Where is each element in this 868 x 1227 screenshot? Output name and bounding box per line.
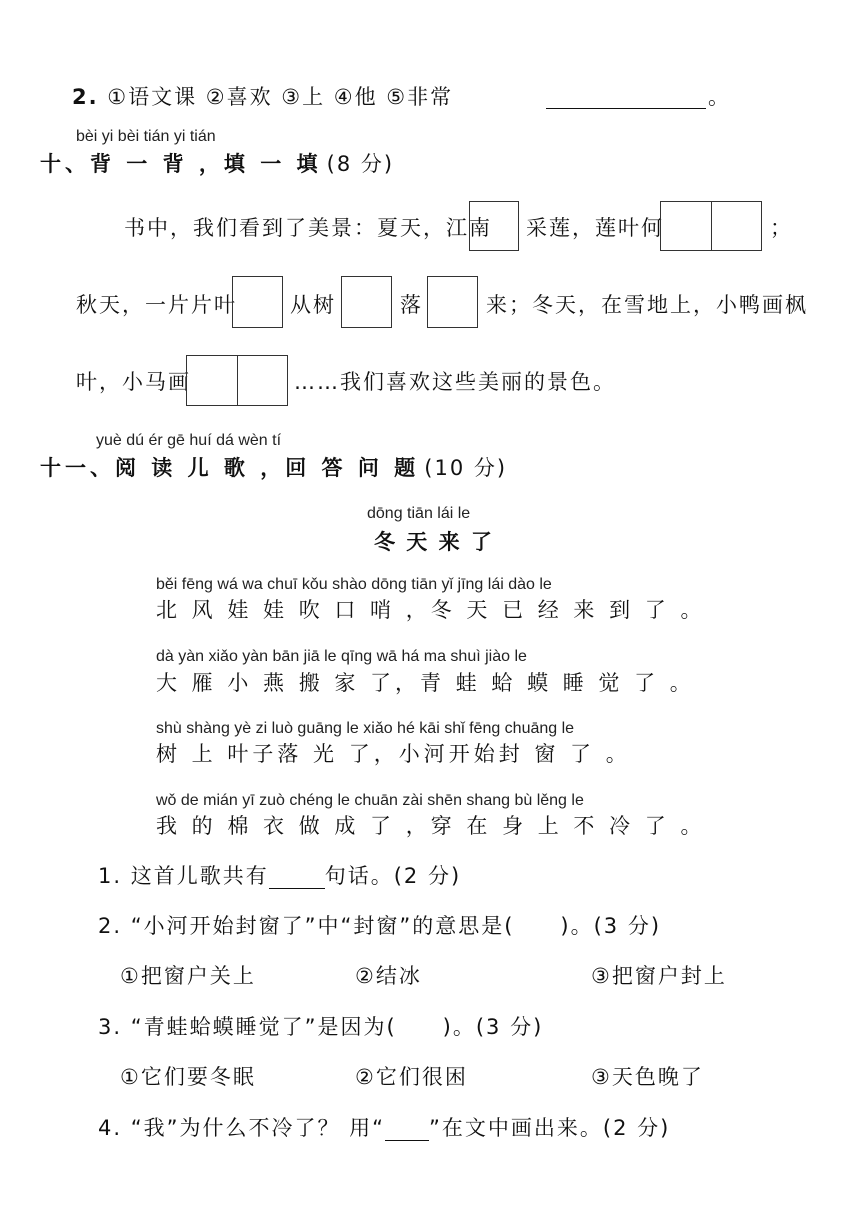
- fill-line-2c: 落: [400, 293, 423, 317]
- poem-line-4: 我 的 棉 衣 做 成 了 ，穿 在 身 上 不 冷 了 。: [156, 814, 706, 838]
- fill-line-3b: ……我们喜欢这些美丽的景色。: [294, 370, 616, 394]
- q2-option-3[interactable]: ③把窗户封上: [591, 964, 727, 988]
- section-10-pinyin: bèi yi bèi tián yi tián: [76, 128, 216, 145]
- word-list: ①语文课 ②喜欢 ③上 ④他 ⑤非常: [107, 85, 454, 109]
- question-2-text: 2. “小河开始封窗了”中“封窗”的意思是(: [98, 914, 515, 938]
- answer-blank-line[interactable]: [546, 90, 706, 109]
- question-4-text: 4. “我”为什么不冷了？ 用“: [98, 1116, 386, 1140]
- section-10-score: (8 分): [326, 152, 395, 176]
- fill-line-1c: ；: [770, 216, 793, 240]
- reorder-item-2: [72, 84, 453, 110]
- section-10-heading: [40, 148, 394, 178]
- q3-option-1[interactable]: ①它们要冬眠: [120, 1065, 256, 1089]
- question-2: [98, 913, 661, 939]
- question-4-suffix: ”在文中画出来。(2 分): [429, 1116, 671, 1140]
- section-11-title: 十一、阅 读 儿 歌 ，回 答 问 题: [40, 456, 420, 480]
- q3-option-2[interactable]: ②它们很困: [355, 1065, 468, 1089]
- poem-title-pinyin: dōng tiān lái le: [367, 505, 471, 522]
- poem-line-2-pinyin: dà yàn xiǎo yàn bān jiā le qīng wā há ma shuì jiào le: [156, 648, 527, 665]
- answer-blank[interactable]: [269, 868, 325, 889]
- section-11-pinyin: yuè dú ér gē huí dá wèn tí: [96, 432, 282, 449]
- q2-option-2[interactable]: ②结冰: [355, 964, 422, 988]
- poem-line-3-pinyin: shù shàng yè zi luò guāng le xiǎo hé kāi shǐ fēng chuāng le: [156, 720, 575, 737]
- question-2-suffix: )。(3 分): [560, 914, 662, 938]
- section-10-title: 十、背 一 背 ，填 一 填: [40, 152, 322, 176]
- poem-line-4-pinyin: wǒ de mián yī zuò chéng le chuān zài shēn shang bù lěng le: [156, 792, 584, 809]
- fill-line-2d: 来；冬天，在雪地上，小鸭画枫: [486, 293, 808, 317]
- question-1-text: 1. 这首儿歌共有: [98, 864, 269, 888]
- question-4: [98, 1115, 670, 1141]
- question-3-suffix: )。(3 分): [442, 1015, 544, 1039]
- answer-box-3[interactable]: [232, 276, 283, 328]
- fill-line-3a: 叶，小马画: [76, 370, 191, 394]
- fill-line-1b: 采莲，莲叶何: [526, 216, 664, 240]
- question-1-suffix: 句话。(2 分): [324, 864, 462, 888]
- section-11-heading: [40, 452, 507, 482]
- answer-box-4[interactable]: [341, 276, 392, 328]
- q2-option-1[interactable]: ①把窗户关上: [120, 964, 256, 988]
- answer-box-6[interactable]: [186, 355, 288, 406]
- fill-line-2a: 秋天，一片片叶: [76, 293, 237, 317]
- fill-line-1a: 书中，我们看到了美景：夏天，江南: [124, 216, 492, 240]
- item-number: 2.: [72, 85, 99, 109]
- poem-title: 冬 天 来 了: [374, 530, 494, 554]
- answer-blank[interactable]: [385, 1120, 429, 1141]
- q3-option-3[interactable]: ③天色晚了: [591, 1065, 704, 1089]
- fill-line-2b: 从树: [290, 293, 336, 317]
- question-1: [98, 863, 461, 889]
- question-3: [98, 1014, 543, 1040]
- sentence-period: 。: [708, 85, 731, 109]
- question-3-text: 3. “青蛙蛤蟆睡觉了”是因为(: [98, 1015, 397, 1039]
- section-11-score: (10 分): [424, 456, 508, 480]
- answer-box-2[interactable]: [660, 201, 762, 251]
- poem-line-3: 树 上 叶子落 光 了，小河开始封 窗 了 。: [156, 742, 631, 766]
- answer-box-1[interactable]: [469, 201, 519, 251]
- poem-line-2: 大 雁 小 燕 搬 家 了，青 蛙 蛤 蟆 睡 觉 了 。: [156, 671, 695, 695]
- poem-line-1: 北 风 娃 娃 吹 口 哨 ，冬 天 已 经 来 到 了 。: [156, 598, 706, 622]
- answer-box-5[interactable]: [427, 276, 478, 328]
- poem-line-1-pinyin: běi fēng wá wa chuī kǒu shào dōng tiān yǐ jīng lái dào le: [156, 576, 552, 593]
